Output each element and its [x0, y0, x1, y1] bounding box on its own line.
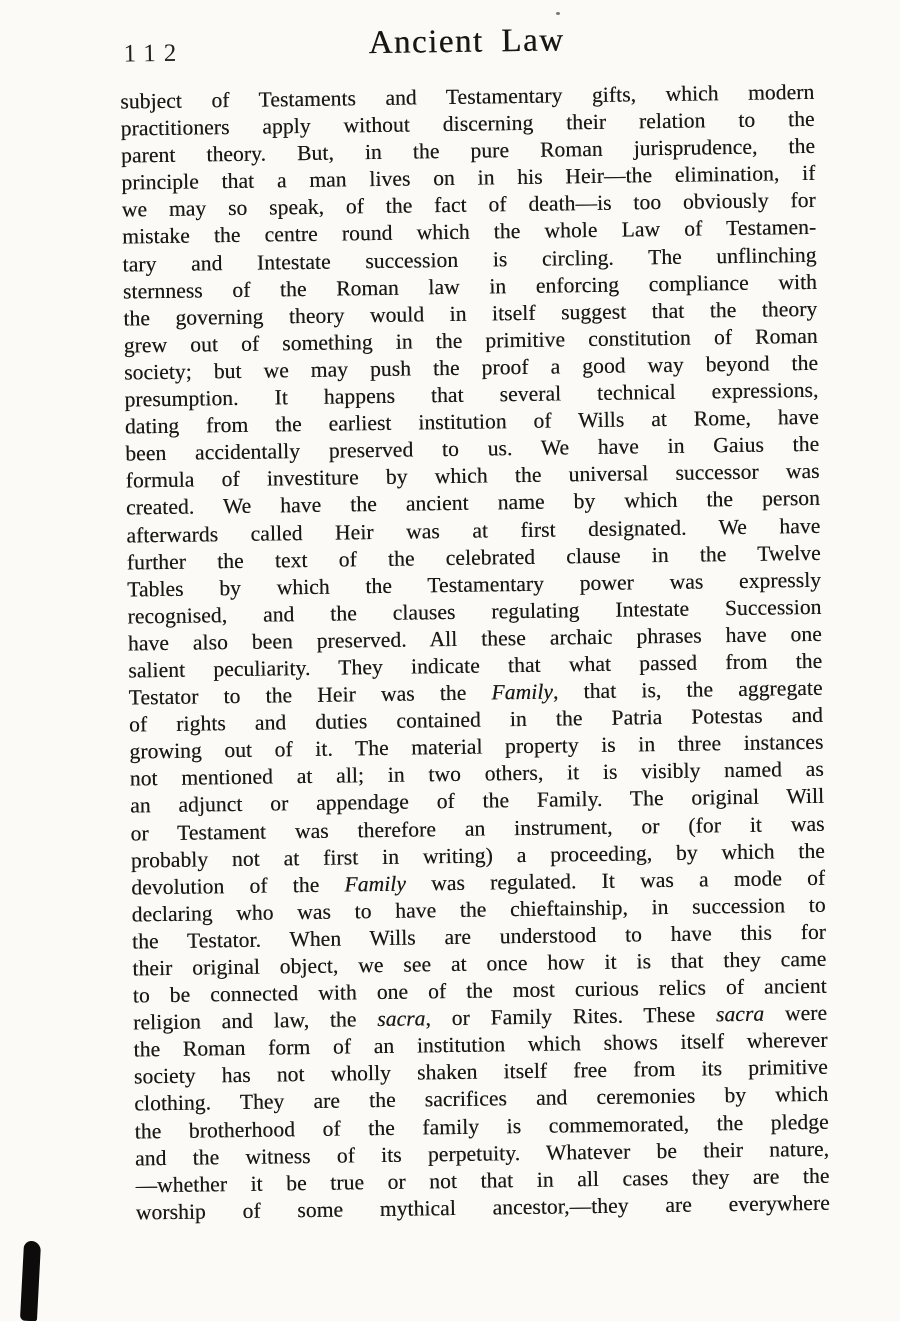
text-line: mistake the centre round which the whole Law of Testamen- — [122, 215, 817, 250]
text-line: the Roman form of an institution which shows itself wherever — [133, 1028, 828, 1062]
text-line: worship of some mythical ancestor,—they are everywhere — [135, 1190, 830, 1225]
text-line: sternness of the Roman law in enforcing compliance with — [122, 269, 818, 304]
text-line: of rights and duties contained in the Patria Potestas and — [128, 702, 824, 737]
text-line: Tables by which the Testamentary power was expressly — [126, 567, 822, 602]
text-line: principle that a man lives on in his Heir—the elimination, if — [121, 161, 816, 195]
text-line: further the text of the celebrated clause in the Twelve — [126, 540, 821, 575]
body-text — [120, 79, 830, 1227]
text-line: the Testator. When Wills are understood to have this for — [131, 919, 827, 954]
text-line: afterwards called Heir was at first designated. We have — [126, 513, 821, 548]
text-line: to be connected with one of the most curious relics of ancient — [132, 973, 827, 1008]
text-line: an adjunct or appendage of the Family. The original Will — [129, 784, 825, 818]
text-line: presumption. It happens that several technical expressions, — [124, 377, 819, 412]
text-line: the brotherhood of the family is commemorated, the pledge — [134, 1109, 829, 1144]
text-line: the governing theory would in itself suggest that the theory — [123, 296, 818, 331]
text-line: declaring who was to have the chieftainship, in succession to — [131, 892, 826, 927]
text-line: practitioners apply without discerning their relation to the — [120, 106, 815, 141]
text-line: society; but we may push the proof a good way beyond the — [123, 350, 819, 385]
text-line: grew out of something in the primitive constitution of Roman — [123, 323, 818, 358]
text-line: devolution of the Family was regulated. It was a mode of — [131, 865, 826, 900]
text-line: formula of investiture by which the universal successor was — [125, 459, 820, 493]
page-number: 112 — [123, 39, 185, 68]
text-line: growing out of it. The material property is in three instances — [129, 730, 824, 764]
page-title: Ancient Law — [368, 22, 565, 62]
text-line: have also been preserved. All these archaic phrases have one — [127, 621, 822, 656]
text-line: or Testament was therefore an instrument, or (for it was — [130, 811, 825, 846]
text-line: not mentioned at all; in two others, it is visibly named as — [129, 757, 824, 791]
text-line: created. We have the ancient name by which the person — [125, 486, 821, 520]
text-line: parent theory. But, in the pure Roman jurisprudence, the — [120, 134, 816, 168]
text-line: salient peculiarity. They indicate that what passed from the — [128, 648, 823, 683]
text-line: probably not at first in writing) a proceeding, by which the — [130, 838, 826, 873]
text-line: clothing. They are the sacrifices and ceremonies by which — [134, 1082, 829, 1116]
text-line: recognised, and the clauses regulating Intestate Succession — [127, 594, 822, 629]
text-line: we may so speak, of the fact of death—is too obviously for — [121, 188, 816, 222]
page-header — [119, 19, 814, 75]
text-line: society has not wholly shaken itself free from its primitive — [133, 1055, 829, 1089]
scan-speck — [556, 12, 560, 15]
text-line: dating from the earliest institution of Wills at Rome, have — [124, 404, 819, 439]
text-line: —whether it be true or not that in all cases they are the — [135, 1163, 830, 1198]
text-line: been accidentally preserved to us. We have in Gaius the — [125, 432, 820, 466]
text-line: Testator to the Heir was the Family, that is, the aggregate — [128, 675, 823, 710]
text-line: religion and law, the sacra, or Family Rites. These sacra were — [133, 1000, 828, 1035]
text-line: tary and Intestate succession is circling. The unflinching — [122, 242, 817, 277]
text-line: their original object, we see at once how it is that they came — [132, 946, 827, 981]
text-line: and the witness of its perpetuity. Whatever be their nature, — [134, 1136, 830, 1171]
text-line: subject of Testaments and Testamentary gifts, which modern — [120, 79, 815, 114]
